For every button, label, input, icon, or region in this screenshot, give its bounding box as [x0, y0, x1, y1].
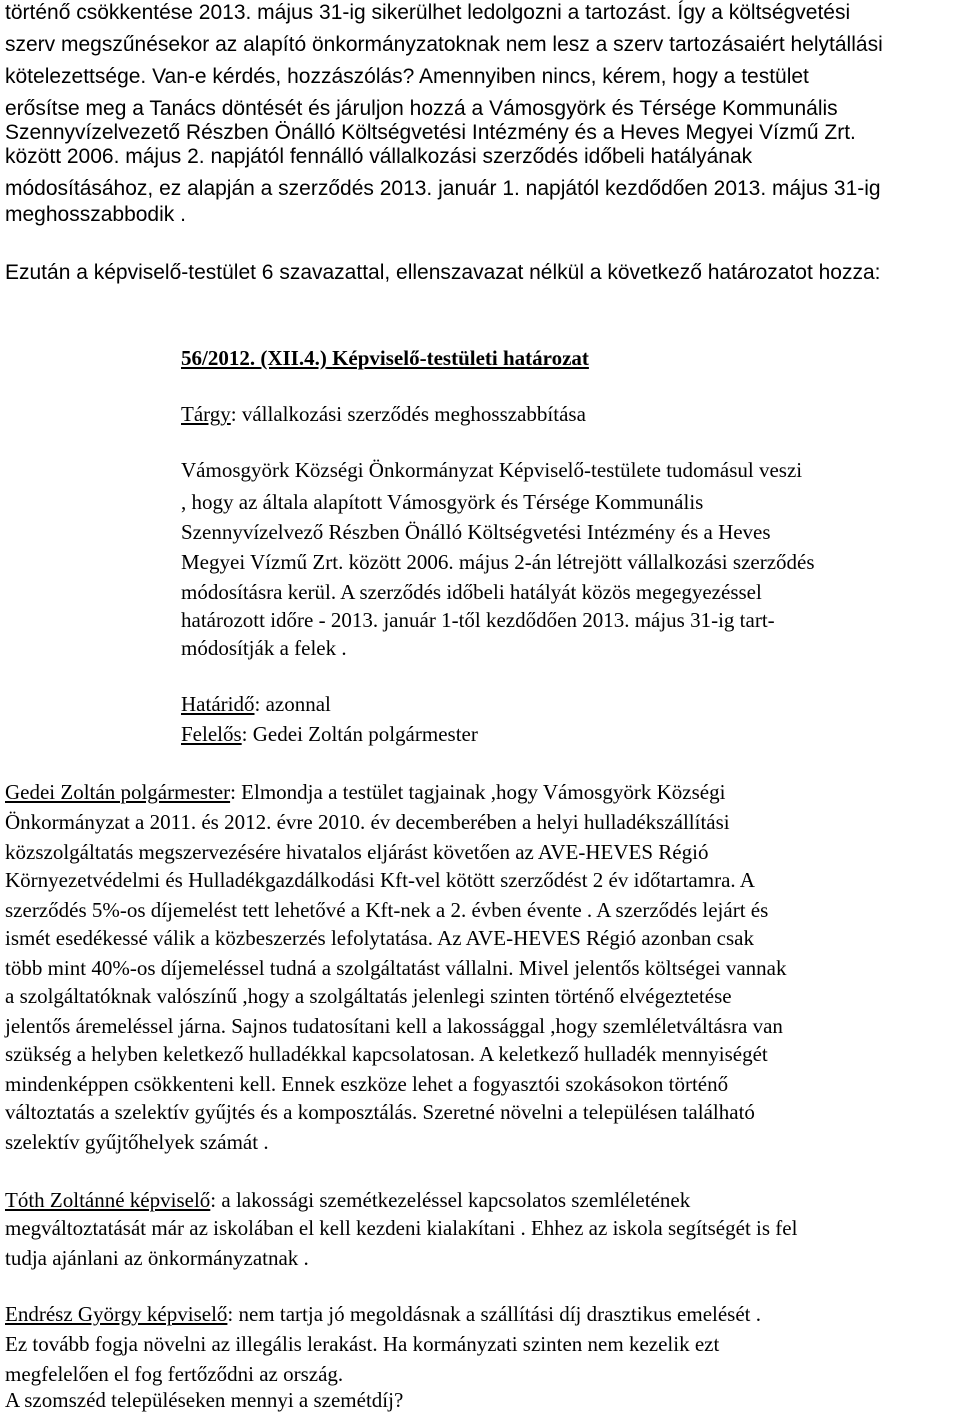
- text-line: szükség a helyben keletkező hulladékkal kapcsolatosan. A keletkező hulladék mennyiségét: [5, 1042, 768, 1066]
- text-line: módosítják a felek .: [181, 636, 347, 660]
- speech-text: : nem tartja jó megoldásnak a szállítási díj drasztikus emelését .: [227, 1302, 761, 1326]
- text-line: Szennyvízelvező Részben Önálló Költségvetési Intézmény és a Heves: [181, 520, 771, 544]
- text-line: változtatás a szelektív gyűjtés és a komposztálás. Szeretné növelni a településen található: [5, 1100, 755, 1124]
- text-line: történő csökkentése 2013. május 31-ig sikerülhet ledolgozni a tartozást. Így a költségvetési: [5, 1, 851, 24]
- text-line: Önkormányzat a 2011. és 2012. évre 2010. év decemberében a helyi hulladékszállítási: [5, 810, 730, 834]
- speech-first-line: [5, 1190, 690, 1211]
- text-line: szelektív gyűjtőhelyek számát .: [5, 1130, 269, 1154]
- resolution-number: 56/2012. (XII.4.): [181, 346, 327, 370]
- deadline-label: Határidő: [181, 692, 255, 716]
- text-line: a szolgáltatóknak valószínű ,hogy a szolgáltatás jelenlegi szinten történő elvégeztetése: [5, 984, 732, 1008]
- text-line: mindenképpen csökkenteni kell. Ennek eszköze lehet a fogyasztói szokásokon történő: [5, 1072, 729, 1096]
- text-line: közszolgáltatás megszervezésére hivatalos eljárást követően az AVE-HEVES Régió: [5, 840, 709, 864]
- text-line: között 2006. május 2. napjától fennálló vállalkozási szerződés időbeli hatályának: [5, 145, 753, 168]
- text-line: Ez tovább fogja növelni az illegális lerakást. Ha kormányzati szinten nem kezelik ezt: [5, 1332, 720, 1356]
- text-line: tudja ajánlani az önkormányzatnak .: [5, 1246, 309, 1270]
- text-line: több mint 40%-os díjemeléssel tudná a szolgáltatást vállalni. Mivel jelentős költségei vannak: [5, 956, 787, 980]
- text-line: szerződés 5%-os díjemelést tett lehetővé a Kft-nek a 2. évben évente . A szerződés lejárt és: [5, 898, 769, 922]
- text-line: ismét esedékessé válik a közbeszerzés lefolytatása. Az AVE-HEVES Régió azonban csak: [5, 926, 754, 950]
- text-line: szerv megszűnésekor az alapító önkormányzatoknak nem lesz a szerv tartozásaiért helytállási: [5, 33, 883, 56]
- text-line: Vámosgyörk Községi Önkormányzat Képviselő-testülete tudomásul veszi: [181, 458, 803, 482]
- text-line: erősítse meg a Tanács döntését és járuljon hozzá a Vámosgyörk és Térsége Kommunális: [5, 97, 838, 120]
- text-line: határozott időre - 2013. január 1-től kezdődően 2013. május 31-ig tart-: [181, 608, 775, 632]
- text-line: Környezetvédelmi és Hulladékgazdálkodási Kft-vel kötött szerződést 2 év időtartamra. A: [5, 868, 755, 892]
- speech-first-line: [5, 1304, 761, 1325]
- resolution-title: Képviselő-testületi határozat: [332, 346, 589, 370]
- text-line: Megyei Vízmű Zrt. között 2006. május 2-án létrejött vállalkozási szerződés: [181, 550, 815, 574]
- responsible-value: : Gedei Zoltán polgármester: [241, 722, 478, 746]
- subject-value: : vállalkozási szerződés meghosszabbítása: [230, 402, 586, 426]
- text-line: módosításához, ez alapján a szerződés 2013. január 1. napjától kezdődően 2013. május 31-ig: [5, 177, 881, 200]
- text-line: módosításra kerül. A szerződés időbeli hatályát közös megegyezéssel: [181, 580, 762, 604]
- deadline-value: : azonnal: [254, 692, 331, 716]
- text-line: kötelezettsége. Van-e kérdés, hozzászólás? Amennyiben nincs, kérem, hogy a testület: [5, 65, 809, 88]
- resolution-responsible: [181, 724, 478, 745]
- vote-sentence: Ezután a képviselő-testület 6 szavazattal, ellenszavazat nélkül a következő határozatot hozza:: [5, 261, 881, 284]
- speaker-name: Gedei Zoltán polgármester: [5, 780, 231, 804]
- text-line: meghosszabbodik .: [5, 203, 186, 226]
- text-line: jelentős áremeléssel járna. Sajnos tudatosítani kell a lakossággal ,hogy szemléletváltásra van: [5, 1014, 783, 1038]
- text-line: megváltoztatását már az iskolában el kell kezdeni kialakítani . Ehhez az iskola segítségét is fel: [5, 1216, 798, 1240]
- speaker-name: Tóth Zoltánné képviselő: [5, 1188, 211, 1212]
- subject-label: Tárgy: [181, 402, 231, 426]
- speech-text: : Elmondja a testület tagjainak ,hogy Vámosgyörk Községi: [230, 780, 726, 804]
- text-line: Szennyvízelvezető Részben Önálló Költségvetési Intézmény és a Heves Megyei Vízmű Zrt.: [5, 121, 856, 144]
- resolution-subject: [181, 404, 586, 425]
- speech-first-line: [5, 782, 725, 803]
- text-line: , hogy az általa alapított Vámosgyörk és Térsége Kommunális: [181, 490, 704, 514]
- resolution-heading: [181, 348, 589, 369]
- speaker-name: Endrész György képviselő: [5, 1302, 228, 1326]
- speech-text: : a lakossági szemétkezeléssel kapcsolatos szemléletének: [210, 1188, 691, 1212]
- text-line: A szomszéd településeken mennyi a szemétdíj?: [5, 1388, 404, 1412]
- resolution-deadline: [181, 694, 331, 715]
- text-line: megfelelően el fog fertőződni az ország.: [5, 1362, 344, 1386]
- responsible-label: Felelős: [181, 722, 242, 746]
